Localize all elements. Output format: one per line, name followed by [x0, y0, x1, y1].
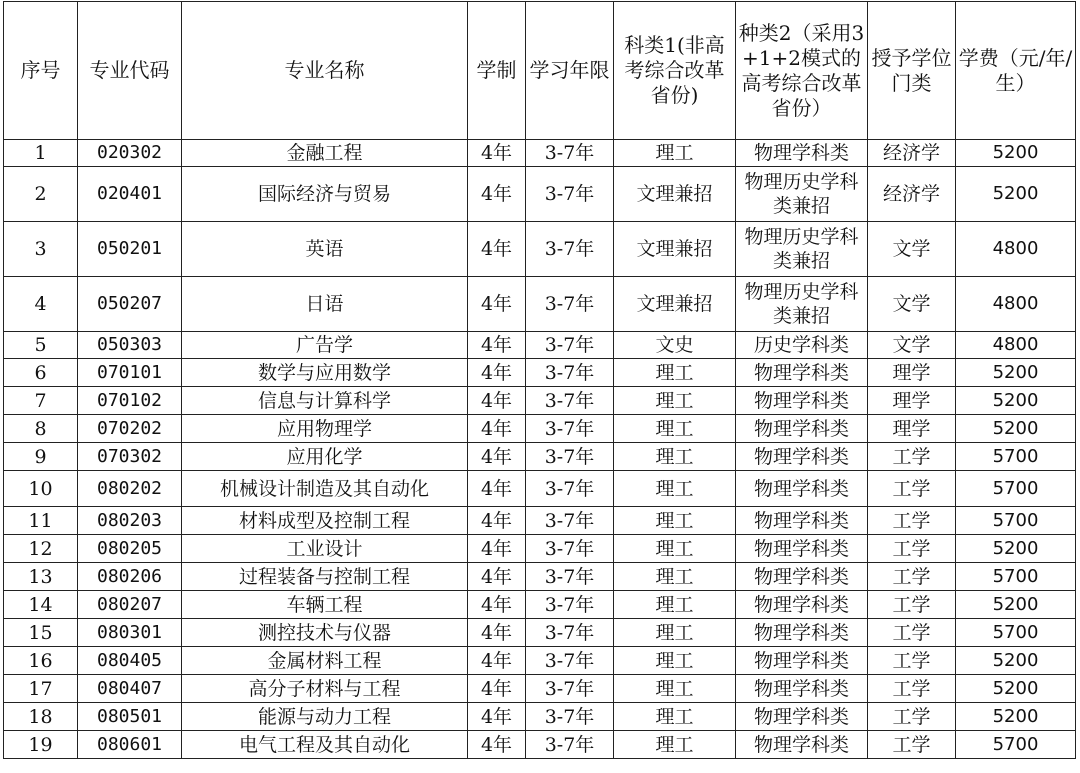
- cell-code: 050303: [78, 332, 182, 359]
- table-row: [4, 731, 1076, 759]
- cell-years: 3-7年: [526, 703, 614, 731]
- table-row: [4, 222, 1076, 277]
- cell-name: 高分子材料与工程: [182, 675, 468, 703]
- table-row: [4, 387, 1076, 415]
- cell-seq: 7: [4, 387, 78, 415]
- header-row: [4, 2, 1076, 140]
- cell-category2: 物理学科类: [736, 443, 868, 471]
- cell-code: 080405: [78, 647, 182, 675]
- cell-code: 070102: [78, 387, 182, 415]
- cell-category2: 物理历史学科类兼招: [736, 222, 868, 277]
- cell-seq: 13: [4, 563, 78, 591]
- cell-category2: 物理历史学科类兼招: [736, 167, 868, 222]
- header-category2: 种类2（采用3+1+2模式的高考综合改革省份）: [736, 2, 868, 140]
- table-row: [4, 563, 1076, 591]
- cell-category1: 理工: [614, 619, 736, 647]
- cell-degree: 文学: [868, 332, 956, 359]
- cell-fee: 5200: [956, 167, 1076, 222]
- cell-name: 信息与计算科学: [182, 387, 468, 415]
- cell-category2: 物理学科类: [736, 507, 868, 535]
- cell-degree: 理学: [868, 359, 956, 387]
- cell-category1: 理工: [614, 535, 736, 563]
- header-years: 学习年限: [526, 2, 614, 140]
- cell-degree: 理学: [868, 387, 956, 415]
- cell-category2: 物理学科类: [736, 359, 868, 387]
- cell-code: 050201: [78, 222, 182, 277]
- cell-seq: 6: [4, 359, 78, 387]
- cell-degree: 工学: [868, 619, 956, 647]
- cell-seq: 4: [4, 277, 78, 332]
- cell-category2: 物理学科类: [736, 731, 868, 759]
- cell-seq: 12: [4, 535, 78, 563]
- cell-years: 3-7年: [526, 535, 614, 563]
- cell-code: 080207: [78, 591, 182, 619]
- table-row: [4, 507, 1076, 535]
- cell-fee: 5200: [956, 387, 1076, 415]
- cell-fee: 5200: [956, 359, 1076, 387]
- cell-fee: 5700: [956, 443, 1076, 471]
- cell-years: 3-7年: [526, 332, 614, 359]
- cell-category1: 理工: [614, 647, 736, 675]
- cell-name: 英语: [182, 222, 468, 277]
- cell-fee: 5700: [956, 507, 1076, 535]
- cell-category1: 文史: [614, 332, 736, 359]
- cell-code: 080206: [78, 563, 182, 591]
- cell-category1: 文理兼招: [614, 167, 736, 222]
- cell-system: 4年: [468, 471, 526, 507]
- cell-degree: 工学: [868, 591, 956, 619]
- cell-system: 4年: [468, 563, 526, 591]
- cell-category1: 理工: [614, 415, 736, 443]
- cell-code: 080601: [78, 731, 182, 759]
- cell-category1: 理工: [614, 563, 736, 591]
- cell-system: 4年: [468, 591, 526, 619]
- cell-category2: 物理学科类: [736, 647, 868, 675]
- cell-category1: 理工: [614, 731, 736, 759]
- cell-category1: 理工: [614, 675, 736, 703]
- cell-name: 机械设计制造及其自动化: [182, 471, 468, 507]
- cell-code: 070202: [78, 415, 182, 443]
- table-row: [4, 167, 1076, 222]
- header-degree: 授予学位门类: [868, 2, 956, 140]
- cell-category1: 理工: [614, 359, 736, 387]
- cell-seq: 16: [4, 647, 78, 675]
- cell-seq: 19: [4, 731, 78, 759]
- cell-seq: 8: [4, 415, 78, 443]
- cell-code: 020401: [78, 167, 182, 222]
- cell-degree: 工学: [868, 535, 956, 563]
- cell-category2: 物理学科类: [736, 140, 868, 167]
- cell-system: 4年: [468, 167, 526, 222]
- header-system: 学制: [468, 2, 526, 140]
- cell-code: 080301: [78, 619, 182, 647]
- cell-category2: 物理学科类: [736, 591, 868, 619]
- cell-fee: 5200: [956, 535, 1076, 563]
- cell-category1: 理工: [614, 140, 736, 167]
- cell-degree: 文学: [868, 277, 956, 332]
- cell-category2: 物理学科类: [736, 675, 868, 703]
- table-row: [4, 675, 1076, 703]
- cell-degree: 工学: [868, 647, 956, 675]
- table-row: [4, 591, 1076, 619]
- table-row: [4, 535, 1076, 563]
- cell-name: 广告学: [182, 332, 468, 359]
- majors-table: [3, 1, 1076, 759]
- cell-system: 4年: [468, 387, 526, 415]
- cell-fee: 5700: [956, 471, 1076, 507]
- cell-category1: 理工: [614, 703, 736, 731]
- cell-system: 4年: [468, 675, 526, 703]
- cell-seq: 1: [4, 140, 78, 167]
- cell-fee: 4800: [956, 277, 1076, 332]
- cell-name: 材料成型及控制工程: [182, 507, 468, 535]
- table-row: [4, 359, 1076, 387]
- cell-name: 车辆工程: [182, 591, 468, 619]
- cell-category2: 物理学科类: [736, 535, 868, 563]
- cell-code: 020302: [78, 140, 182, 167]
- table-row: [4, 443, 1076, 471]
- table-row: [4, 703, 1076, 731]
- header-name: 专业名称: [182, 2, 468, 140]
- cell-degree: 经济学: [868, 140, 956, 167]
- cell-system: 4年: [468, 332, 526, 359]
- cell-category1: 理工: [614, 507, 736, 535]
- cell-degree: 工学: [868, 471, 956, 507]
- cell-category2: 物理学科类: [736, 619, 868, 647]
- cell-name: 过程装备与控制工程: [182, 563, 468, 591]
- cell-years: 3-7年: [526, 647, 614, 675]
- cell-name: 测控技术与仪器: [182, 619, 468, 647]
- cell-name: 金属材料工程: [182, 647, 468, 675]
- cell-years: 3-7年: [526, 731, 614, 759]
- cell-degree: 理学: [868, 415, 956, 443]
- header-category1: 科类1(非高考综合改革省份): [614, 2, 736, 140]
- cell-seq: 5: [4, 332, 78, 359]
- cell-system: 4年: [468, 359, 526, 387]
- cell-years: 3-7年: [526, 387, 614, 415]
- cell-category1: 文理兼招: [614, 222, 736, 277]
- table-row: [4, 332, 1076, 359]
- cell-code: 080407: [78, 675, 182, 703]
- cell-years: 3-7年: [526, 675, 614, 703]
- cell-seq: 2: [4, 167, 78, 222]
- cell-fee: 5700: [956, 731, 1076, 759]
- header-seq: 序号: [4, 2, 78, 140]
- header-code: 专业代码: [78, 2, 182, 140]
- cell-fee: 5200: [956, 591, 1076, 619]
- cell-years: 3-7年: [526, 619, 614, 647]
- cell-name: 国际经济与贸易: [182, 167, 468, 222]
- cell-category2: 物理学科类: [736, 387, 868, 415]
- cell-degree: 工学: [868, 731, 956, 759]
- cell-years: 3-7年: [526, 591, 614, 619]
- table-row: [4, 140, 1076, 167]
- cell-years: 3-7年: [526, 277, 614, 332]
- cell-name: 应用化学: [182, 443, 468, 471]
- table-row: [4, 619, 1076, 647]
- cell-degree: 经济学: [868, 167, 956, 222]
- table-row: [4, 277, 1076, 332]
- cell-category1: 理工: [614, 591, 736, 619]
- cell-category1: 理工: [614, 471, 736, 507]
- header-fee: 学费（元/年/生）: [956, 2, 1076, 140]
- cell-name: 应用物理学: [182, 415, 468, 443]
- cell-degree: 工学: [868, 563, 956, 591]
- cell-system: 4年: [468, 415, 526, 443]
- cell-system: 4年: [468, 535, 526, 563]
- cell-system: 4年: [468, 443, 526, 471]
- cell-seq: 10: [4, 471, 78, 507]
- cell-degree: 工学: [868, 507, 956, 535]
- cell-code: 070101: [78, 359, 182, 387]
- cell-years: 3-7年: [526, 563, 614, 591]
- cell-name: 工业设计: [182, 535, 468, 563]
- cell-degree: 工学: [868, 443, 956, 471]
- cell-years: 3-7年: [526, 507, 614, 535]
- cell-fee: 5200: [956, 140, 1076, 167]
- cell-category1: 理工: [614, 443, 736, 471]
- cell-system: 4年: [468, 507, 526, 535]
- cell-seq: 15: [4, 619, 78, 647]
- cell-seq: 17: [4, 675, 78, 703]
- cell-system: 4年: [468, 731, 526, 759]
- cell-fee: 4800: [956, 332, 1076, 359]
- cell-fee: 5200: [956, 647, 1076, 675]
- cell-code: 050207: [78, 277, 182, 332]
- cell-seq: 14: [4, 591, 78, 619]
- cell-name: 电气工程及其自动化: [182, 731, 468, 759]
- cell-system: 4年: [468, 703, 526, 731]
- cell-fee: 5700: [956, 619, 1076, 647]
- cell-fee: 5200: [956, 703, 1076, 731]
- cell-code: 070302: [78, 443, 182, 471]
- cell-years: 3-7年: [526, 415, 614, 443]
- table-body: [4, 140, 1076, 759]
- cell-category1: 理工: [614, 387, 736, 415]
- cell-years: 3-7年: [526, 222, 614, 277]
- cell-name: 数学与应用数学: [182, 359, 468, 387]
- cell-system: 4年: [468, 647, 526, 675]
- cell-category1: 文理兼招: [614, 277, 736, 332]
- cell-fee: 4800: [956, 222, 1076, 277]
- table-row: [4, 471, 1076, 507]
- cell-name: 能源与动力工程: [182, 703, 468, 731]
- cell-system: 4年: [468, 140, 526, 167]
- cell-fee: 5200: [956, 675, 1076, 703]
- cell-name: 日语: [182, 277, 468, 332]
- cell-degree: 工学: [868, 675, 956, 703]
- cell-system: 4年: [468, 222, 526, 277]
- cell-category2: 历史学科类: [736, 332, 868, 359]
- cell-seq: 3: [4, 222, 78, 277]
- cell-system: 4年: [468, 619, 526, 647]
- cell-seq: 9: [4, 443, 78, 471]
- cell-seq: 11: [4, 507, 78, 535]
- cell-code: 080202: [78, 471, 182, 507]
- cell-years: 3-7年: [526, 359, 614, 387]
- cell-category2: 物理学科类: [736, 471, 868, 507]
- cell-code: 080205: [78, 535, 182, 563]
- table-row: [4, 415, 1076, 443]
- cell-fee: 5700: [956, 563, 1076, 591]
- cell-degree: 文学: [868, 222, 956, 277]
- cell-category2: 物理学科类: [736, 563, 868, 591]
- cell-system: 4年: [468, 277, 526, 332]
- cell-years: 3-7年: [526, 443, 614, 471]
- cell-code: 080501: [78, 703, 182, 731]
- cell-degree: 工学: [868, 703, 956, 731]
- cell-seq: 18: [4, 703, 78, 731]
- cell-category2: 物理学科类: [736, 415, 868, 443]
- cell-years: 3-7年: [526, 167, 614, 222]
- cell-category2: 物理历史学科类兼招: [736, 277, 868, 332]
- cell-years: 3-7年: [526, 140, 614, 167]
- cell-code: 080203: [78, 507, 182, 535]
- table-row: [4, 647, 1076, 675]
- cell-years: 3-7年: [526, 471, 614, 507]
- cell-category2: 物理学科类: [736, 703, 868, 731]
- cell-fee: 5200: [956, 415, 1076, 443]
- cell-name: 金融工程: [182, 140, 468, 167]
